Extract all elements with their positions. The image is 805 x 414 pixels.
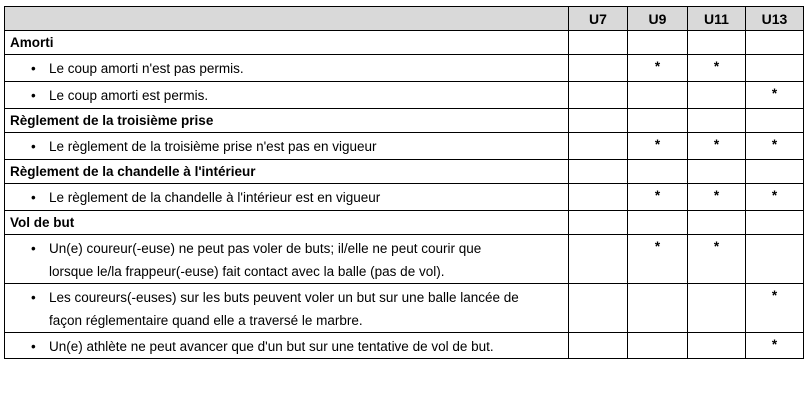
empty-cell (628, 211, 688, 235)
rule-text-wrap (25, 186, 519, 209)
empty-cell (746, 109, 804, 133)
bullet-icon: • (31, 61, 36, 76)
section-title: Amorti (5, 31, 569, 55)
header-blank (5, 7, 569, 31)
rule-cell (5, 333, 569, 359)
section-row (5, 160, 804, 184)
rule-cell (5, 55, 569, 82)
mark-u9: * (628, 184, 688, 211)
empty-cell (746, 31, 804, 55)
mark-u9 (628, 82, 688, 109)
header-u7: U7 (569, 7, 628, 31)
empty-cell (688, 31, 746, 55)
rules-table (4, 6, 804, 359)
mark-u11: * (688, 184, 746, 211)
mark-u13: * (746, 184, 804, 211)
section-row (5, 109, 804, 133)
empty-cell (628, 160, 688, 184)
rule-text: Le coup amorti n'est pas permis. (49, 61, 244, 76)
rule-row (5, 235, 804, 284)
mark-u13: * (746, 133, 804, 160)
rule-text-wrap (25, 286, 519, 332)
bullet-icon: • (31, 241, 36, 256)
bullet-icon: • (31, 139, 36, 154)
mark-u13: * (746, 333, 804, 359)
rule-row (5, 133, 804, 160)
rule-text-wrap (25, 57, 519, 80)
mark-u11: * (688, 133, 746, 160)
rule-text: Le règlement de la troisième prise n'est pas en vigueur (49, 139, 377, 154)
section-row (5, 211, 804, 235)
rule-row (5, 333, 804, 359)
rule-row (5, 184, 804, 211)
rule-cell (5, 82, 569, 109)
section-row (5, 31, 804, 55)
header-u13: U13 (746, 7, 804, 31)
mark-u7 (569, 82, 628, 109)
rule-cell (5, 235, 569, 284)
rule-text: Le coup amorti est permis. (49, 88, 209, 103)
rule-text: Le règlement de la chandelle à l'intérieur est en vigueur (49, 190, 381, 205)
bullet-icon: • (31, 190, 36, 205)
mark-u11: * (688, 235, 746, 284)
mark-u7 (569, 184, 628, 211)
mark-u7 (569, 55, 628, 82)
mark-u7 (569, 284, 628, 333)
mark-u11 (688, 284, 746, 333)
rule-cell (5, 184, 569, 211)
section-title: Règlement de la troisième prise (5, 109, 569, 133)
empty-cell (688, 109, 746, 133)
header-u11: U11 (688, 7, 746, 31)
rule-text-wrap (25, 335, 519, 358)
bullet-icon: • (31, 88, 36, 103)
mark-u7 (569, 235, 628, 284)
empty-cell (628, 31, 688, 55)
empty-cell (688, 211, 746, 235)
rule-text: Un(e) coureur(-euse) ne peut pas voler de buts; il/elle ne peut courir que lorsque le/la frappeur(-euse) fait contact avec la balle (pas de vol). (49, 241, 482, 279)
empty-cell (569, 160, 628, 184)
rule-text: Les coureurs(-euses) sur les buts peuvent voler un but sur une balle lancée de façon réglementaire quand elle a traversé le marbre. (49, 290, 519, 328)
mark-u11 (688, 82, 746, 109)
section-title: Vol de but (5, 211, 569, 235)
rule-text-wrap (25, 237, 519, 283)
mark-u9 (628, 284, 688, 333)
mark-u11 (688, 333, 746, 359)
header-row (5, 7, 804, 31)
mark-u7 (569, 333, 628, 359)
rule-text-wrap (25, 135, 519, 158)
mark-u13 (746, 55, 804, 82)
empty-cell (688, 160, 746, 184)
rule-text: Un(e) athlète ne peut avancer que d'un but sur une tentative de vol de but. (49, 339, 494, 354)
header-u9: U9 (628, 7, 688, 31)
mark-u9: * (628, 55, 688, 82)
empty-cell (569, 109, 628, 133)
mark-u13 (746, 235, 804, 284)
mark-u11: * (688, 55, 746, 82)
empty-cell (628, 109, 688, 133)
mark-u9: * (628, 235, 688, 284)
empty-cell (746, 211, 804, 235)
rule-row (5, 82, 804, 109)
rule-cell (5, 133, 569, 160)
mark-u13: * (746, 82, 804, 109)
mark-u7 (569, 133, 628, 160)
empty-cell (569, 31, 628, 55)
empty-cell (746, 160, 804, 184)
mark-u13: * (746, 284, 804, 333)
bullet-icon: • (31, 290, 36, 305)
rule-row (5, 284, 804, 333)
section-title: Règlement de la chandelle à l'intérieur (5, 160, 569, 184)
rule-cell (5, 284, 569, 333)
empty-cell (569, 211, 628, 235)
bullet-icon: • (31, 339, 36, 354)
mark-u9: * (628, 133, 688, 160)
mark-u9 (628, 333, 688, 359)
rule-row (5, 55, 804, 82)
rule-text-wrap (25, 84, 519, 107)
